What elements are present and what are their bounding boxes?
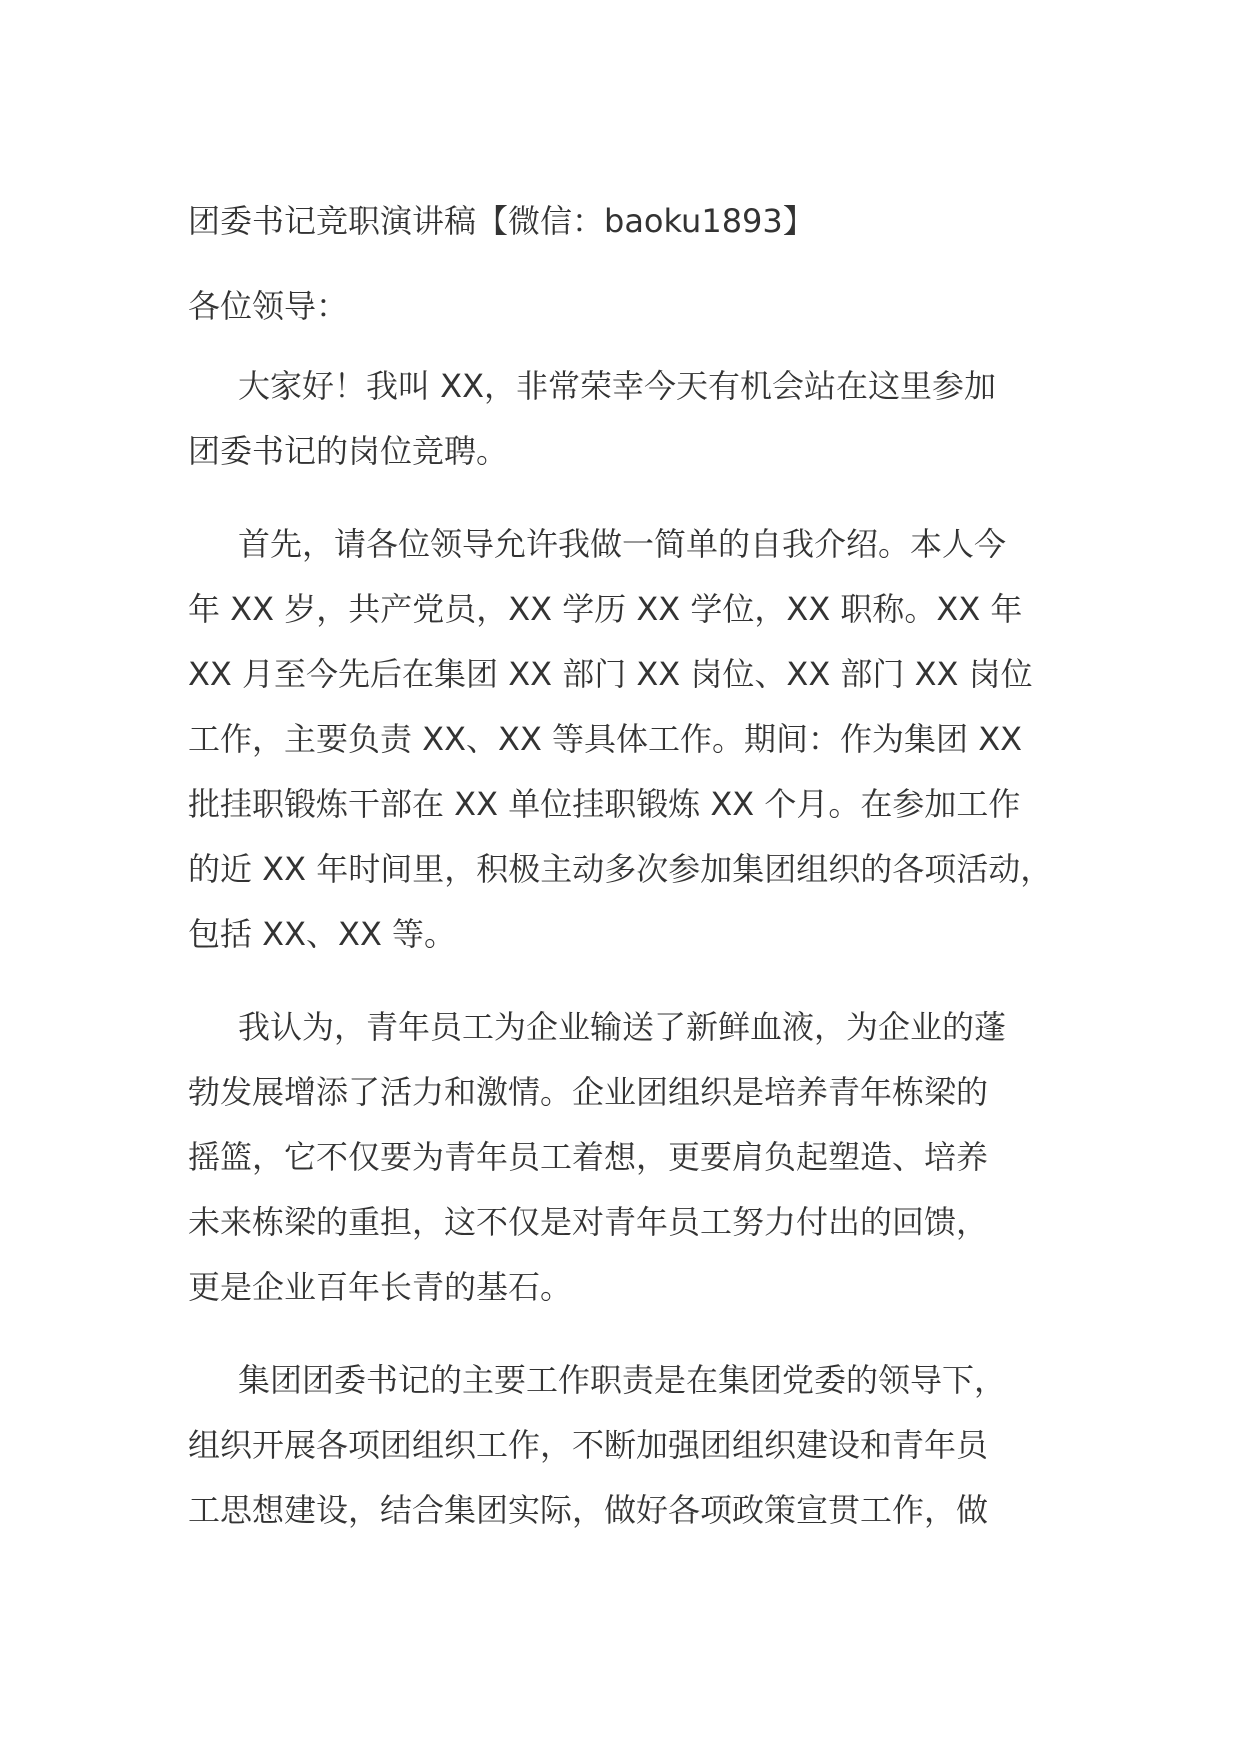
paragraph-opinion <box>188 995 1078 1320</box>
paragraph-text: 我认为，青年员工为企业输送了新鲜血液，为企业的蓬 勃发展增添了活力和激情。企业团组织是培养青年栋梁的 摇篮，它不仅要为青年员工着想，更要肩负起塑造、培养 未来栋梁的重担，这不仅是对青年员工努力付出的回馈， 更是企业百年长青的基石。 <box>188 1008 1007 1306</box>
paragraph-text: 首先，请各位领导允许我做一简单的自我介绍。本人今 年 XX 岁，共产党员，XX 学历 XX 学位，XX 职称。XX 年 XX 月至今先后在集团 XX 部门 XX 岗位、XX 部门 XX 岗位 工作，主要负责 XX、XX 等具体工作。期间：作为集团 XX 批挂职锻炼干部在 XX 单位挂职锻炼 XX 个月。在参加工作 的近 XX 年时间里，积极主动多次参加集团组织的各项活动， 包括 XX、XX 等。 <box>188 525 1053 953</box>
salutation: 各位领导： <box>188 287 349 325</box>
paragraph-self-introduction <box>188 512 1078 967</box>
document-title: 团委书记竞职演讲稿【微信：baoku1893】 <box>188 202 815 240</box>
paragraph-greeting <box>188 354 1078 484</box>
paragraph-text: 大家好！我叫 XX，非常荣幸今天有机会站在这里参加 团委书记的岗位竞聘。 <box>188 367 997 470</box>
paragraph-duties <box>188 1348 1078 1543</box>
paragraph-text: 集团团委书记的主要工作职责是在集团党委的领导下， 组织开展各项团组织工作，不断加强团组织建设和青年员 工思想建设，结合集团实际，做好各项政策宣贯工作，做 <box>188 1361 1007 1529</box>
document-body <box>188 198 1078 1543</box>
